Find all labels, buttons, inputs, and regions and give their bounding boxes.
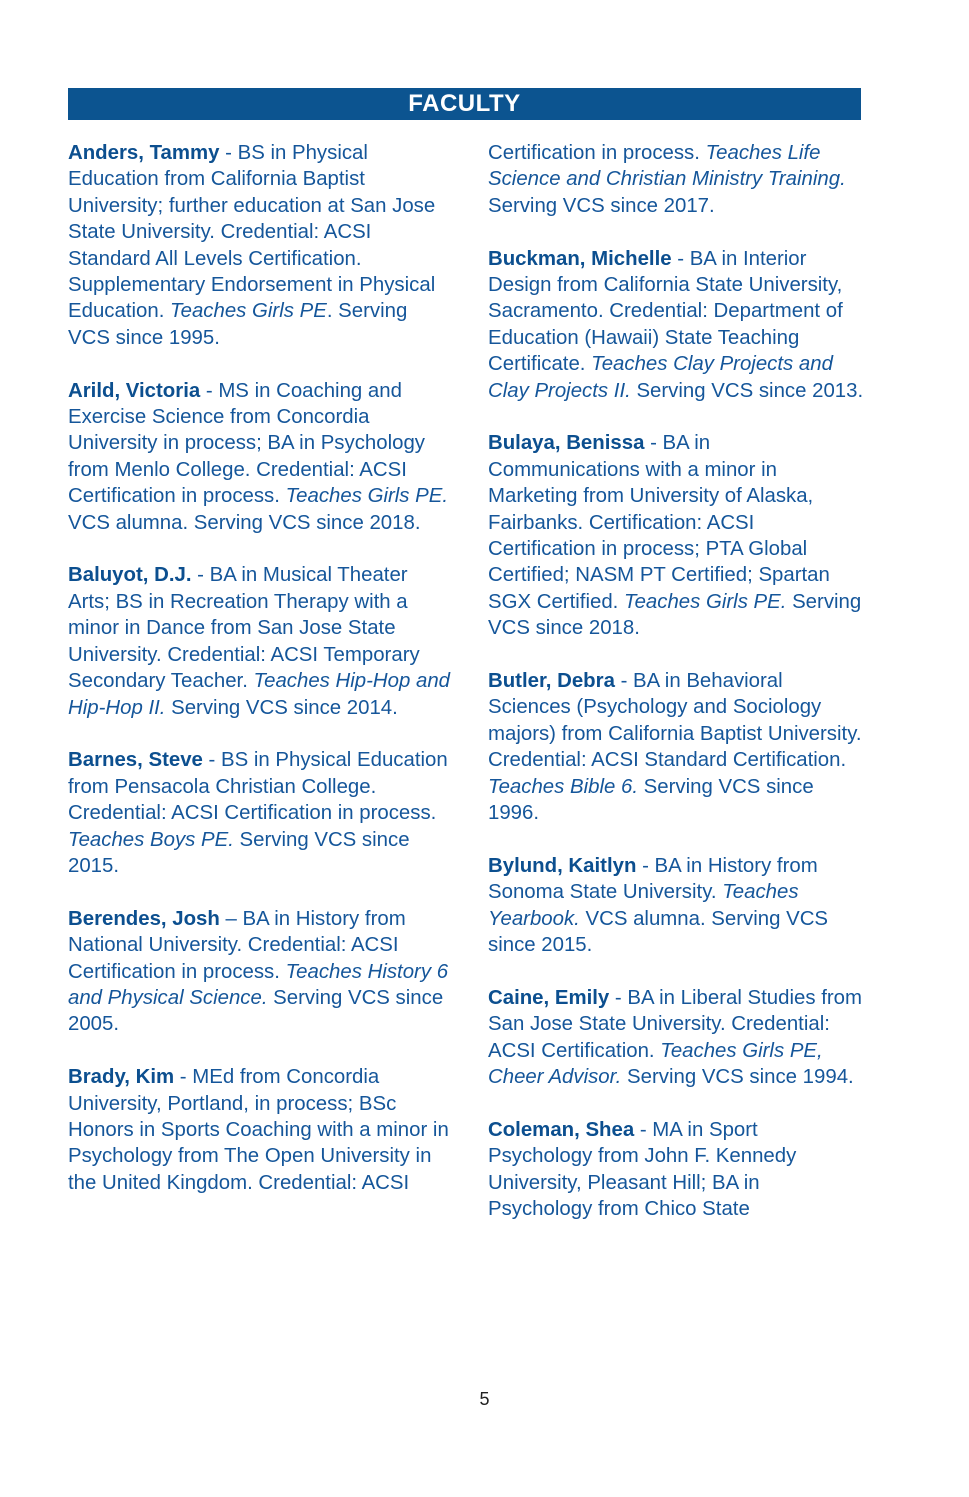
faculty-serving: VCS alumna. Serving VCS since 2018. <box>68 511 421 534</box>
faculty-teaches: Teaches Boys PE. <box>68 828 234 851</box>
faculty-name: Caine, Emily <box>488 986 610 1009</box>
faculty-entry <box>488 140 864 219</box>
faculty-details: - BA in History from Sonoma State University. <box>488 854 818 904</box>
faculty-serving: Serving VCS since 2015. <box>68 828 410 877</box>
faculty-teaches: Teaches Girls PE. <box>285 485 449 508</box>
faculty-name: Butler, Debra <box>488 670 615 693</box>
faculty-teaches: Teaches Hip-Hop and Hip-Hop II. <box>68 670 451 719</box>
faculty-name: Coleman, Shea <box>488 1118 635 1141</box>
faculty-column-left <box>68 140 450 1223</box>
faculty-entry <box>68 747 450 879</box>
faculty-teaches: Teaches Life Science and Christian Ministry Training. <box>488 142 846 191</box>
faculty-name: Brady, Kim <box>68 1066 175 1089</box>
faculty-serving: Serving VCS since 1994. <box>621 1066 854 1089</box>
page-number: 5 <box>479 1389 490 1409</box>
faculty-serving: Serving VCS since 2018. <box>488 590 862 640</box>
faculty-name: Bylund, Kaitlyn <box>488 854 637 877</box>
faculty-entry <box>488 668 864 826</box>
faculty-name: Bulaya, Benissa <box>488 432 645 455</box>
faculty-entry <box>488 853 864 959</box>
faculty-entry <box>488 1117 864 1223</box>
section-title: FACULTY <box>68 88 861 120</box>
faculty-name: Buckman, Michelle <box>488 247 672 270</box>
faculty-teaches: Teaches Clay Projects and Clay Projects II. <box>488 353 833 402</box>
faculty-serving: Serving VCS since 2014. <box>165 696 398 719</box>
faculty-details: Certification in process. <box>488 142 706 164</box>
faculty-name: Barnes, Steve <box>68 749 203 772</box>
faculty-serving: . Serving VCS since 1995. <box>68 300 408 349</box>
faculty-details: - BA in Liberal Studies from San Jose State University. Credential: ACSI Certification. <box>488 986 862 1062</box>
faculty-entry <box>488 246 864 404</box>
faculty-teaches: Teaches Girls PE <box>170 300 327 323</box>
faculty-entry <box>68 140 450 351</box>
faculty-serving: Serving VCS since 2013. <box>630 379 864 402</box>
faculty-details: - MS in Coaching and Exercise Science from Concordia University in process; BA in Psychology from Menlo College. Credential: ACSI Certification in process. <box>68 379 425 508</box>
faculty-teaches: Teaches History 6 and Physical Science. <box>68 960 449 1009</box>
faculty-entry <box>488 430 864 641</box>
faculty-details: - BA in Communications with a minor in Marketing from University of Alaska, Fairbanks. Certification: ACSI Certification in process; PTA Global Certified; NASM PT Certified; Spartan SGX Certified. <box>488 432 830 613</box>
faculty-teaches: Teaches Bible 6. <box>488 775 639 798</box>
faculty-serving: Serving VCS since 2005. <box>68 986 444 1036</box>
faculty-serving: Serving VCS since 2017. <box>488 194 715 217</box>
faculty-name: Berendes, Josh <box>68 907 220 930</box>
faculty-name: Anders, Tammy <box>68 142 220 164</box>
faculty-entry <box>488 985 864 1091</box>
faculty-serving: Serving VCS since 1996. <box>488 775 814 825</box>
faculty-entry <box>68 562 450 720</box>
faculty-details: - BA in Behavioral Sciences (Psychology and Sociology majors) from California Baptist University. Credential: ACSI Standard Certification. <box>488 670 862 772</box>
faculty-teaches: Teaches Girls PE. <box>623 590 787 613</box>
faculty-entry <box>68 1064 450 1196</box>
faculty-teaches: Teaches Yearbook. <box>488 881 799 930</box>
faculty-column-right <box>488 140 864 1249</box>
faculty-details: - MEd from Concordia University, Portland, in process; BSc Honors in Sports Coaching with a minor in Psychology from The Open University in the United Kingdom. Credential: ACSI <box>68 1066 449 1194</box>
faculty-entry <box>68 906 450 1038</box>
faculty-name: Baluyot, D.J. <box>68 564 192 587</box>
faculty-details: - BA in Musical Theater Arts; BS in Recreation Therapy with a minor in Dance from San Jose State University. Credential: ACSI Temporary Secondary Teacher. <box>68 564 420 693</box>
faculty-details: - BS in Physical Education from California Baptist University; further education at San Jose State University. Credential: ACSI Standard All Levels Certification. Supplementary Endorsement in Physical Education. <box>68 142 436 323</box>
faculty-details: - BA in Interior Design from California State University, Sacramento. Credential: Department of Education (Hawaii) State Teaching Certificate. <box>488 247 843 376</box>
faculty-teaches: Teaches Girls PE, Cheer Advisor. <box>488 1039 823 1089</box>
faculty-details: - BS in Physical Education from Pensacola Christian College. Credential: ACSI Certification in process. <box>68 749 448 825</box>
faculty-details: – BA in History from National University. Credential: ACSI Certification in process. <box>68 907 406 983</box>
faculty-name: Arild, Victoria <box>68 379 201 402</box>
faculty-entry <box>68 378 450 536</box>
faculty-details: - MA in Sport Psychology from John F. Kennedy University, Pleasant Hill; BA in Psychology from Chico State <box>488 1118 797 1221</box>
faculty-serving: VCS alumna. Serving VCS since 2015. <box>488 907 829 957</box>
